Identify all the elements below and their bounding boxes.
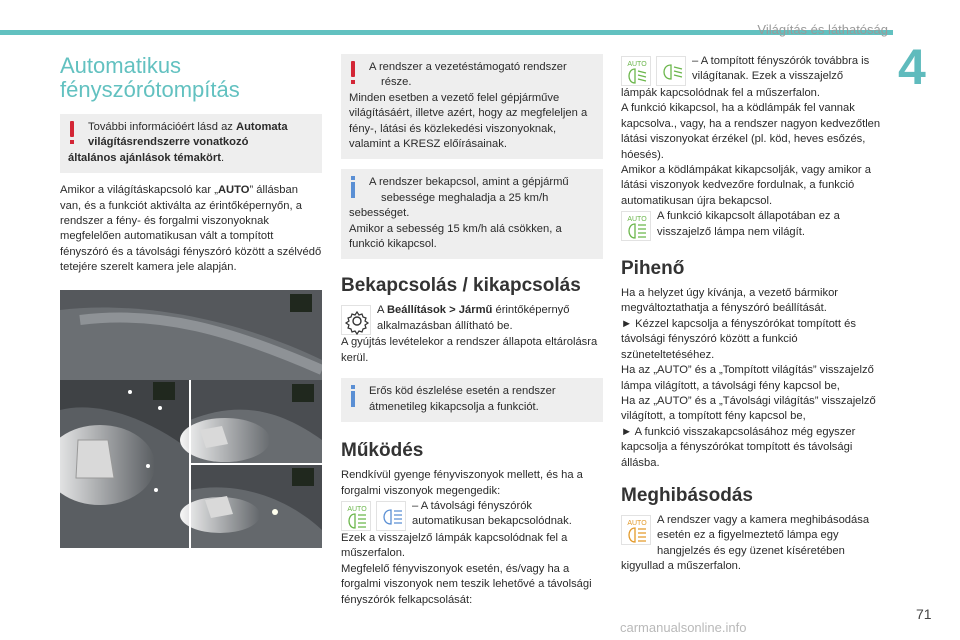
section-title: Világítás és láthatóság — [757, 22, 888, 37]
pause-paragraph-3: Ha az „AUTO” és a „Tompított világítás” visszajelző lámpa világított, a távolsági fény kapcsol be, — [621, 364, 874, 392]
note-text: További információért lásd az — [88, 121, 236, 133]
high-beam-line: AUTO – A távolsági fényszórók automatikusan bekapcsolódnak. — [341, 499, 603, 530]
pause-paragraph-5: ► A funkció visszakapcsolásához még egyszer kapcsolja a fényszórókat tompított és távolsági állásba. — [621, 425, 856, 469]
column-1 — [60, 54, 322, 548]
title-line-1: Automatikus — [60, 53, 182, 78]
operation-paragraph-3: Megfelelő fényviszonyok esetén, és/vagy ha a forgalmi viszonyok nem teszik lehetővé a távolsági fényszórók felkapcsolását: — [341, 562, 592, 606]
intro-paragraph: Amikor a világításkapcsoló kar „AUTO” állásban van, és a funkciót aktiválta az érintőképernyőn, a rendszer a fény- és forgalmi viszonyoknak megfelelően automatikusan vált a tompított fényszóró és a távolsági fényszóró között a szélvédő tetejére szerelt kamera jele alapján. — [60, 184, 322, 274]
gear-icon — [341, 305, 371, 335]
pause-paragraph-1: Ha a helyzet úgy kívánja, a vezető bármikor megváltoztathatja a fényszóró beállítását. — [621, 287, 839, 315]
svg-text:AUTO: AUTO — [347, 505, 367, 513]
note-bold: Automata — [236, 121, 288, 133]
title-line-2: fényszórótompítás — [60, 77, 240, 102]
info-icon — [351, 385, 357, 405]
low-beam-line: AUTO – A tompított fényszórók továbbra is világítanak. Ezek a visszajelző — [621, 54, 883, 85]
low-beam-paragraph: lámpák kapcsolódnak fel a műszerfalon. — [621, 87, 820, 99]
page-title — [60, 54, 322, 102]
operation-paragraph-2: Ezek a visszajelző lámpák kapcsolódnak fel a műszerfalon. — [341, 531, 568, 560]
heading-operation: Működés — [341, 440, 424, 462]
auto-high-beam-icon — [341, 501, 371, 531]
high-beam-icon — [376, 501, 406, 531]
illustration-headlight-scenes — [60, 290, 322, 548]
warning-note — [60, 114, 322, 173]
note-bold: világításrendszerre vonatkozó — [88, 136, 249, 149]
svg-text:AUTO: AUTO — [627, 519, 647, 527]
heading-fault: Meghibásodás — [621, 484, 753, 506]
chapter-number: 4 — [898, 39, 926, 95]
low-beam-icon — [656, 56, 686, 86]
info-note: A rendszer bekapcsol, amint a gépjármű sebessége meghaladja a 25 km/h sebességet. Amikor a sebesség 15 km/h alá csökken, a funkció kikapcsol. — [341, 169, 603, 259]
auto-low-beam-icon — [621, 56, 651, 86]
column-2 — [341, 54, 603, 608]
svg-text:AUTO: AUTO — [627, 216, 647, 224]
info-note: Erős köd észlelése esetén a rendszer átmenetileg kikapcsolja a funkciót. — [341, 378, 603, 422]
fog-paragraph: A funkció kikapcsol, ha a ködlámpák fel vannak kapcsolva., vagy, ha a rendszer nagyon kedvezőtlen látási viszonyokat érzékel (pl. köd, heves esőzés, hóesés). — [621, 102, 881, 161]
warning-icon — [70, 121, 76, 137]
fog-off-paragraph: Amikor a ködlámpákat kikapcsolják, vagy amikor a látási viszonyok kedvezőre fordulnak, a funkció automatikusan újra bekapcsol. — [621, 164, 871, 207]
info-icon — [351, 176, 357, 196]
settings-line: A Beállítások > Jármű érintőképernyő alkalmazásban állítható be. — [341, 303, 603, 334]
warning-note: A rendszer a vezetéstámogató rendszer része. Minden esetben a vezető felel gépjárműve világításáért, illetve azért, hogy az megfeleljen a fény-, látási és közlekedési viszonyoknak, valamint a KRESZ előírásainak. — [341, 54, 603, 159]
fault-line: AUTO A rendszer vagy a kamera meghibásodása esetén ez a figyelmeztető lámpa egy hangjelzés és egy üzenet kíséretében kigyullad a műszerfalon. — [621, 513, 870, 573]
page-number: 71 — [916, 606, 932, 622]
illustration-svg — [60, 290, 322, 548]
on-off-paragraph: A gyújtás levételekor a rendszer állapota eltárolásra kerül. — [341, 336, 598, 364]
warning-icon — [351, 61, 357, 77]
heading-pause: Pihenő — [621, 258, 685, 280]
column-3 — [621, 54, 883, 575]
heading-on-off: Bekapcsolás / kikapcsolás — [341, 275, 581, 297]
svg-text:AUTO: AUTO — [627, 61, 647, 68]
auto-badge-icon — [290, 294, 312, 312]
note-text: . — [220, 151, 225, 164]
auto-fault-icon — [621, 515, 651, 545]
pause-paragraph-4: Ha az „AUTO” és a „Távolsági világítás” visszajelző világított, a tompított fény kapcsol be, — [621, 394, 876, 423]
note-bold: általános ajánlások témakört — [68, 151, 221, 164]
operation-paragraph: Rendkívül gyenge fényviszonyok mellett, és ha a forgalmi viszonyok megengedik: — [341, 469, 583, 497]
watermark: carmanualsonline.info — [620, 620, 747, 635]
pause-paragraph-2: ► Kézzel kapcsolja a fényszórókat tompított és távolsági fényszóró között a funkció szüneteltetéséhez. — [621, 317, 856, 361]
function-off-line: AUTO A funkció kikapcsolt állapotában ez a visszajelző lámpa nem világít. — [621, 209, 883, 240]
auto-lamp-icon — [621, 211, 651, 241]
